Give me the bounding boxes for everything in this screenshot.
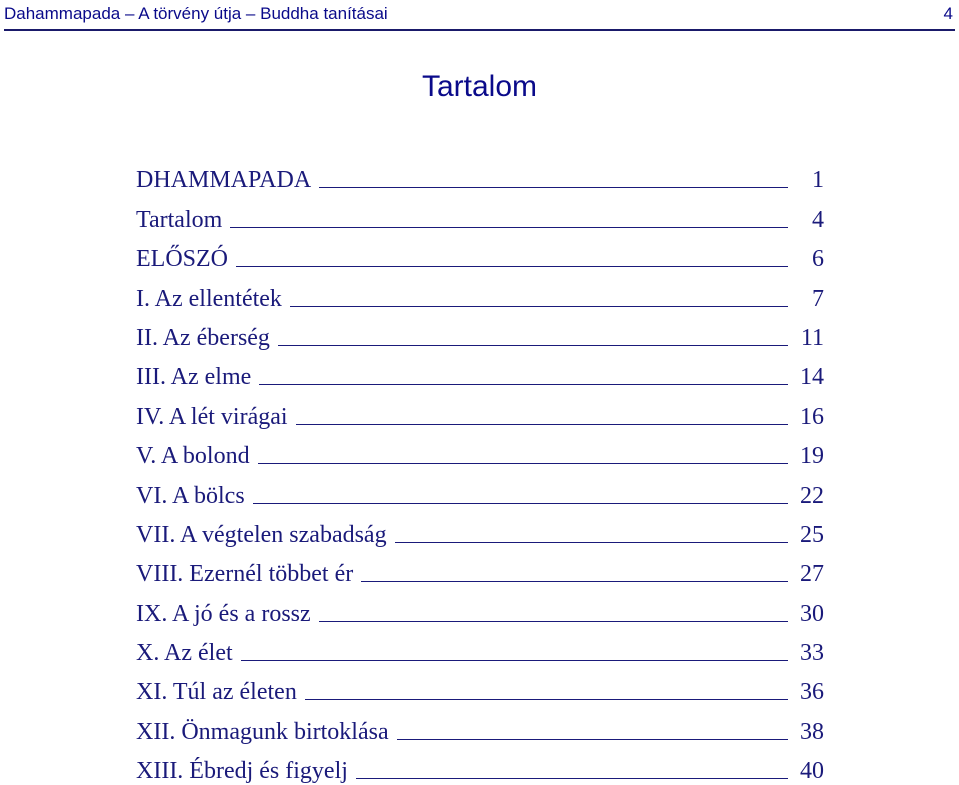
toc-entry-label: IX. A jó és a rossz (136, 600, 311, 627)
toc-heading (0, 70, 959, 104)
toc-entry[interactable] (136, 273, 824, 312)
toc-entry[interactable] (136, 706, 824, 745)
toc-entry-label: I. Az ellentétek (136, 285, 282, 312)
toc-entry-page: 38 (800, 718, 824, 745)
toc-leader-line (319, 621, 788, 622)
toc-leader-line (230, 227, 788, 228)
toc-entry[interactable] (136, 746, 824, 785)
header-divider (4, 29, 955, 31)
toc-entry-page: 1 (812, 167, 824, 194)
toc-entry-page: 25 (800, 521, 824, 548)
toc-entry-page: 33 (800, 640, 824, 667)
toc-entry-label: VII. A végtelen szabadság (136, 521, 387, 548)
toc-heading-text: Tartalom (421, 70, 538, 103)
toc-entry[interactable] (136, 313, 824, 352)
toc-entry-page: 36 (800, 679, 824, 706)
toc-entry[interactable] (136, 549, 824, 588)
toc-entry[interactable] (136, 588, 824, 627)
toc-leader-line (356, 778, 788, 779)
toc-entry-page: 30 (800, 600, 824, 627)
toc-entry-label: II. Az éberség (136, 324, 270, 351)
toc-entry-page: 4 (812, 206, 824, 233)
toc-entry-label: Tartalom (136, 206, 223, 233)
toc-entry-label: ELŐSZÓ (136, 246, 228, 273)
toc-leader-line (290, 306, 788, 307)
toc-leader-line (319, 187, 788, 188)
toc-leader-line (258, 463, 788, 464)
toc-entry-page: 40 (800, 758, 824, 785)
toc-entry-label: XIII. Ébredj és figyelj (136, 758, 348, 785)
toc-leader-line (259, 384, 788, 385)
toc-entry-label: XI. Túl az életen (136, 679, 297, 706)
toc-entry-label: IV. A lét virágai (136, 403, 288, 430)
toc-leader-line (361, 581, 788, 582)
toc-entry[interactable] (136, 510, 824, 549)
toc-entry[interactable] (136, 234, 824, 273)
toc-leader-line (397, 739, 788, 740)
toc-entry-page: 16 (800, 403, 824, 430)
toc-leader-line (296, 424, 788, 425)
toc-entry-page: 11 (800, 324, 824, 351)
table-of-contents (136, 155, 824, 785)
toc-leader-line (395, 542, 788, 543)
toc-leader-line (253, 503, 788, 504)
header-page-number: 4 (943, 4, 953, 23)
toc-entry[interactable] (136, 470, 824, 509)
toc-entry[interactable] (136, 628, 824, 667)
toc-entry-page: 22 (800, 482, 824, 509)
toc-entry-label: XII. Önmagunk birtoklása (136, 718, 389, 745)
toc-entry-page: 6 (812, 246, 824, 273)
toc-entry[interactable] (136, 155, 824, 194)
toc-entry-label: VIII. Ezernél többet ér (136, 561, 354, 588)
toc-leader-line (305, 699, 788, 700)
toc-entry-label: X. Az élet (136, 640, 233, 667)
toc-leader-line (241, 660, 788, 661)
running-header (4, 3, 955, 27)
toc-entry-page: 27 (800, 561, 824, 588)
toc-entry[interactable] (136, 352, 824, 391)
toc-entry-label: DHAMMAPADA (136, 167, 312, 194)
toc-entry-label: V. A bolond (136, 443, 250, 470)
toc-entry-label: III. Az elme (136, 364, 252, 391)
toc-entry[interactable] (136, 194, 824, 233)
toc-entry[interactable] (136, 391, 824, 430)
toc-entry-page: 19 (800, 443, 824, 470)
toc-entry-label: VI. A bölcs (136, 482, 245, 509)
header-title: Dahammapada – A törvény útja – Buddha tanításai (4, 4, 388, 23)
toc-entry-page: 14 (800, 364, 824, 391)
toc-entry[interactable] (136, 431, 824, 470)
toc-leader-line (236, 266, 788, 267)
toc-leader-line (278, 345, 788, 346)
toc-entry-page: 7 (812, 285, 824, 312)
toc-entry[interactable] (136, 667, 824, 706)
